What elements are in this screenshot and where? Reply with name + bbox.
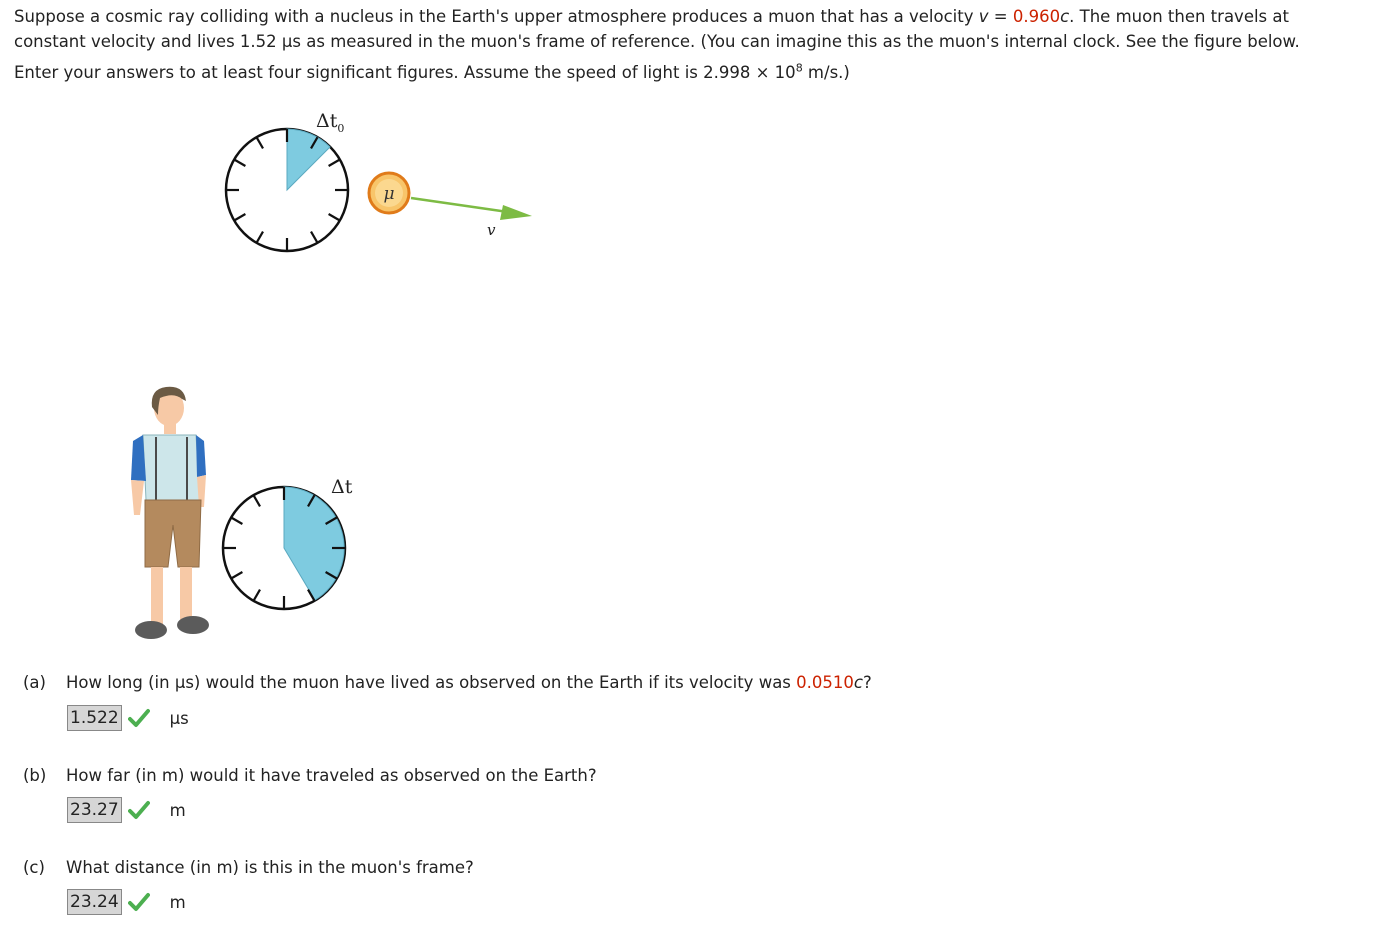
muon-clock-icon xyxy=(226,129,348,251)
question-text: How long (in μs) would the muon have lived as observed on the Earth if its velocity was xyxy=(66,673,797,692)
question-letter: (b) xyxy=(23,766,47,785)
problem-line-3 xyxy=(14,60,1384,85)
exponent: 8 xyxy=(795,61,803,75)
velocity-symbol: v xyxy=(978,7,989,26)
velocity-value: 0.960 xyxy=(1012,7,1061,26)
answer-row-b xyxy=(67,797,186,823)
muon-particle-icon xyxy=(369,173,409,213)
observer-person-icon xyxy=(131,387,209,639)
question-c xyxy=(23,858,474,877)
delta-t-label: Δt xyxy=(331,476,353,498)
equals-sign: = xyxy=(988,7,1013,26)
question-b xyxy=(23,766,597,785)
question-text: How far (in m) would it have traveled as observed on the Earth? xyxy=(66,766,597,785)
problem-statement xyxy=(14,4,1384,85)
problem-line-2: constant velocity and lives 1.52 μs as measured in the muon's frame of reference. (You can imagine this as the muon's internal clock. See the figure below. xyxy=(14,32,1300,51)
problem-text: m/s.) xyxy=(802,63,850,82)
answer-row-c xyxy=(67,889,186,915)
question-text: ? xyxy=(862,673,872,692)
speed-of-light-symbol: c xyxy=(853,673,863,692)
question-text: What distance (in m) is this in the muon's frame? xyxy=(66,858,474,877)
question-letter: (a) xyxy=(23,673,46,692)
speed-of-light-symbol: c xyxy=(1060,7,1070,26)
problem-text: Suppose a cosmic ray colliding with a nucleus in the Earth's upper atmosphere produces a muon that has a velocity xyxy=(14,7,979,26)
answer-field[interactable]: 1.522 xyxy=(67,705,122,731)
answer-field[interactable]: 23.24 xyxy=(67,889,122,915)
problem-text: . The muon then travels at xyxy=(1069,7,1289,26)
problem-line-1 xyxy=(14,4,1384,29)
muon-symbol: μ xyxy=(383,184,395,204)
check-icon xyxy=(128,800,150,820)
check-icon xyxy=(128,708,150,728)
figure-drawing xyxy=(100,95,560,655)
delta-t0-label: $\Delta t_0$ xyxy=(316,110,345,135)
check-icon xyxy=(128,892,150,912)
answer-row-a xyxy=(67,705,189,731)
problem-text: Enter your answers to at least four significant figures. Assume the speed of light is 2.998 × 10 xyxy=(14,63,796,82)
question-a xyxy=(23,673,872,692)
earth-clock-icon xyxy=(223,487,345,609)
answer-field[interactable]: 23.27 xyxy=(67,797,122,823)
unit-label: m xyxy=(169,892,186,912)
unit-label: μs xyxy=(169,708,189,728)
unit-label: m xyxy=(169,800,186,820)
velocity-value: 0.0510 xyxy=(796,673,854,692)
velocity-arrow-icon xyxy=(411,198,532,220)
velocity-label: v xyxy=(487,221,496,239)
time-dilation-figure xyxy=(100,95,560,655)
question-letter: (c) xyxy=(23,858,45,877)
